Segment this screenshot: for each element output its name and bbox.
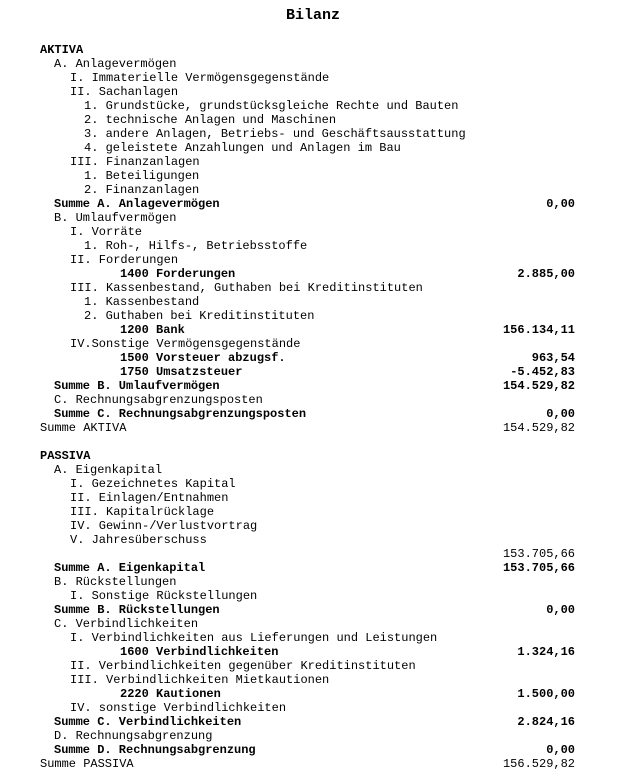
subtotal-label: Summe C. Rechnungsabgrenzungsposten — [54, 407, 307, 421]
line-label: B. Rückstellungen — [54, 575, 177, 589]
line-item — [0, 575, 626, 589]
subtotal-value: 153.705,66 — [502, 561, 575, 575]
subtotal-value: 154.529,82 — [502, 379, 575, 393]
total-label: Summe PASSIVA — [40, 757, 134, 771]
subtotal-label: Summe A. Eigenkapital — [54, 561, 206, 575]
aktiva-heading — [0, 43, 626, 57]
total-value: 156.529,82 — [502, 757, 575, 771]
section-heading: PASSIVA — [40, 449, 91, 463]
line-label: A. Anlagevermögen — [54, 57, 177, 71]
subtotal-row — [0, 197, 626, 211]
subtotal-label: Summe B. Umlaufvermögen — [54, 379, 220, 393]
line-label: 2. Finanzanlagen — [84, 183, 200, 197]
line-item — [0, 113, 626, 127]
subtotal-value: 0,00 — [546, 743, 575, 757]
line-label: 4. geleistete Anzahlungen und Anlagen im Bau — [84, 141, 401, 155]
line-item — [0, 631, 626, 645]
account-row — [0, 323, 626, 337]
account-label: 1500 Vorsteuer abzugsf. — [120, 351, 286, 365]
line-label: 1. Roh-, Hilfs-, Betriebsstoffe — [84, 239, 308, 253]
line-label: V. Jahresüberschuss — [70, 533, 207, 547]
line-item — [0, 337, 626, 351]
line-label: C. Rechnungsabgrenzungsposten — [54, 393, 263, 407]
account-value: 963,54 — [531, 351, 575, 365]
line-item — [0, 295, 626, 309]
line-label: IV. sonstige Verbindlichkeiten — [70, 701, 287, 715]
subtotal-value: 2.824,16 — [517, 715, 575, 729]
line-label: 1. Kassenbestand — [84, 295, 200, 309]
total-row — [0, 421, 626, 435]
line-item — [0, 477, 626, 491]
account-value: 1.500,00 — [517, 687, 575, 701]
account-label: 1200 Bank — [120, 323, 185, 337]
line-item — [0, 491, 626, 505]
line-label: 2. technische Anlagen und Maschinen — [84, 113, 337, 127]
line-item — [0, 57, 626, 71]
line-item — [0, 533, 626, 547]
subtotal-label: Summe D. Rechnungsabgrenzung — [54, 743, 256, 757]
line-item — [0, 673, 626, 687]
line-item — [0, 589, 626, 603]
account-row — [0, 267, 626, 281]
line-label: A. Eigenkapital — [54, 463, 163, 477]
line-item — [0, 253, 626, 267]
line-item — [0, 281, 626, 295]
total-row — [0, 757, 626, 771]
account-value: 1.324,16 — [517, 645, 575, 659]
line-item — [0, 617, 626, 631]
line-item — [0, 71, 626, 85]
subtotal-value: 0,00 — [546, 603, 575, 617]
line-label: I. Sonstige Rückstellungen — [70, 589, 258, 603]
line-item — [0, 127, 626, 141]
line-item — [0, 225, 626, 239]
line-label: I. Immaterielle Vermögensgegenstände — [70, 71, 330, 85]
account-row — [0, 365, 626, 379]
account-label: 2220 Kautionen — [120, 687, 221, 701]
line-item — [0, 183, 626, 197]
subtotal-label: Summe B. Rückstellungen — [54, 603, 220, 617]
subtotal-value: 0,00 — [546, 197, 575, 211]
subtotal-row — [0, 715, 626, 729]
line-label: III. Kassenbestand, Guthaben bei Kreditinstituten — [70, 281, 423, 295]
line-label: D. Rechnungsabgrenzung — [54, 729, 213, 743]
account-value: -5.452,83 — [510, 365, 575, 379]
line-label: I. Gezeichnetes Kapital — [70, 477, 236, 491]
line-item — [0, 169, 626, 183]
subtotal-value: 0,00 — [546, 407, 575, 421]
account-row — [0, 645, 626, 659]
line-label: II. Forderungen — [70, 253, 179, 267]
total-value: 154.529,82 — [502, 421, 575, 435]
value-row — [0, 547, 626, 561]
line-item — [0, 211, 626, 225]
account-label: 1750 Umsatzsteuer — [120, 365, 243, 379]
line-item — [0, 239, 626, 253]
document-title: Bilanz — [285, 7, 340, 24]
line-item — [0, 659, 626, 673]
account-value: 2.885,00 — [517, 267, 575, 281]
account-value: 156.134,11 — [502, 323, 575, 337]
account-row — [0, 687, 626, 701]
account-label: 1600 Verbindlichkeiten — [120, 645, 279, 659]
account-row — [0, 351, 626, 365]
line-item — [0, 505, 626, 519]
line-label: 1. Grundstücke, grundstücksgleiche Rechte und Bauten — [84, 99, 459, 113]
line-label: III. Verbindlichkeiten Mietkautionen — [70, 673, 330, 687]
subtotal-row — [0, 407, 626, 421]
line-label: I. Vorräte — [70, 225, 143, 239]
line-label: III. Finanzanlagen — [70, 155, 200, 169]
section-heading: AKTIVA — [40, 43, 84, 57]
subtotal-row — [0, 743, 626, 757]
subtotal-label: Summe A. Anlagevermögen — [54, 197, 220, 211]
line-label: IV.Sonstige Vermögensgegenstände — [70, 337, 301, 351]
line-label: I. Verbindlichkeiten aus Lieferungen und Leistungen — [70, 631, 438, 645]
line-item — [0, 141, 626, 155]
line-label: II. Sachanlagen — [70, 85, 179, 99]
line-label: B. Umlaufvermögen — [54, 211, 177, 225]
subtotal-label: Summe C. Verbindlichkeiten — [54, 715, 242, 729]
line-label: IV. Gewinn-/Verlustvortrag — [70, 519, 258, 533]
line-label: III. Kapitalrücklage — [70, 505, 215, 519]
line-label: II. Verbindlichkeiten gegenüber Kreditinstituten — [70, 659, 416, 673]
line-item — [0, 519, 626, 533]
line-label: C. Verbindlichkeiten — [54, 617, 199, 631]
line-item — [0, 85, 626, 99]
line-label: 1. Beteiligungen — [84, 169, 200, 183]
line-item — [0, 701, 626, 715]
passiva-heading — [0, 449, 626, 463]
account-label: 1400 Forderungen — [120, 267, 236, 281]
line-label: 2. Guthaben bei Kreditinstituten — [84, 309, 315, 323]
line-item — [0, 309, 626, 323]
line-item — [0, 155, 626, 169]
line-item — [0, 393, 626, 407]
total-label: Summe AKTIVA — [40, 421, 127, 435]
subtotal-row — [0, 561, 626, 575]
subtotal-row — [0, 603, 626, 617]
line-item — [0, 729, 626, 743]
line-label: II. Einlagen/Entnahmen — [70, 491, 229, 505]
line-item — [0, 99, 626, 113]
line-item — [0, 463, 626, 477]
line-label: 3. andere Anlagen, Betriebs- und Geschäftsausstattung — [84, 127, 466, 141]
line-value: 153.705,66 — [502, 547, 575, 561]
subtotal-row — [0, 379, 626, 393]
